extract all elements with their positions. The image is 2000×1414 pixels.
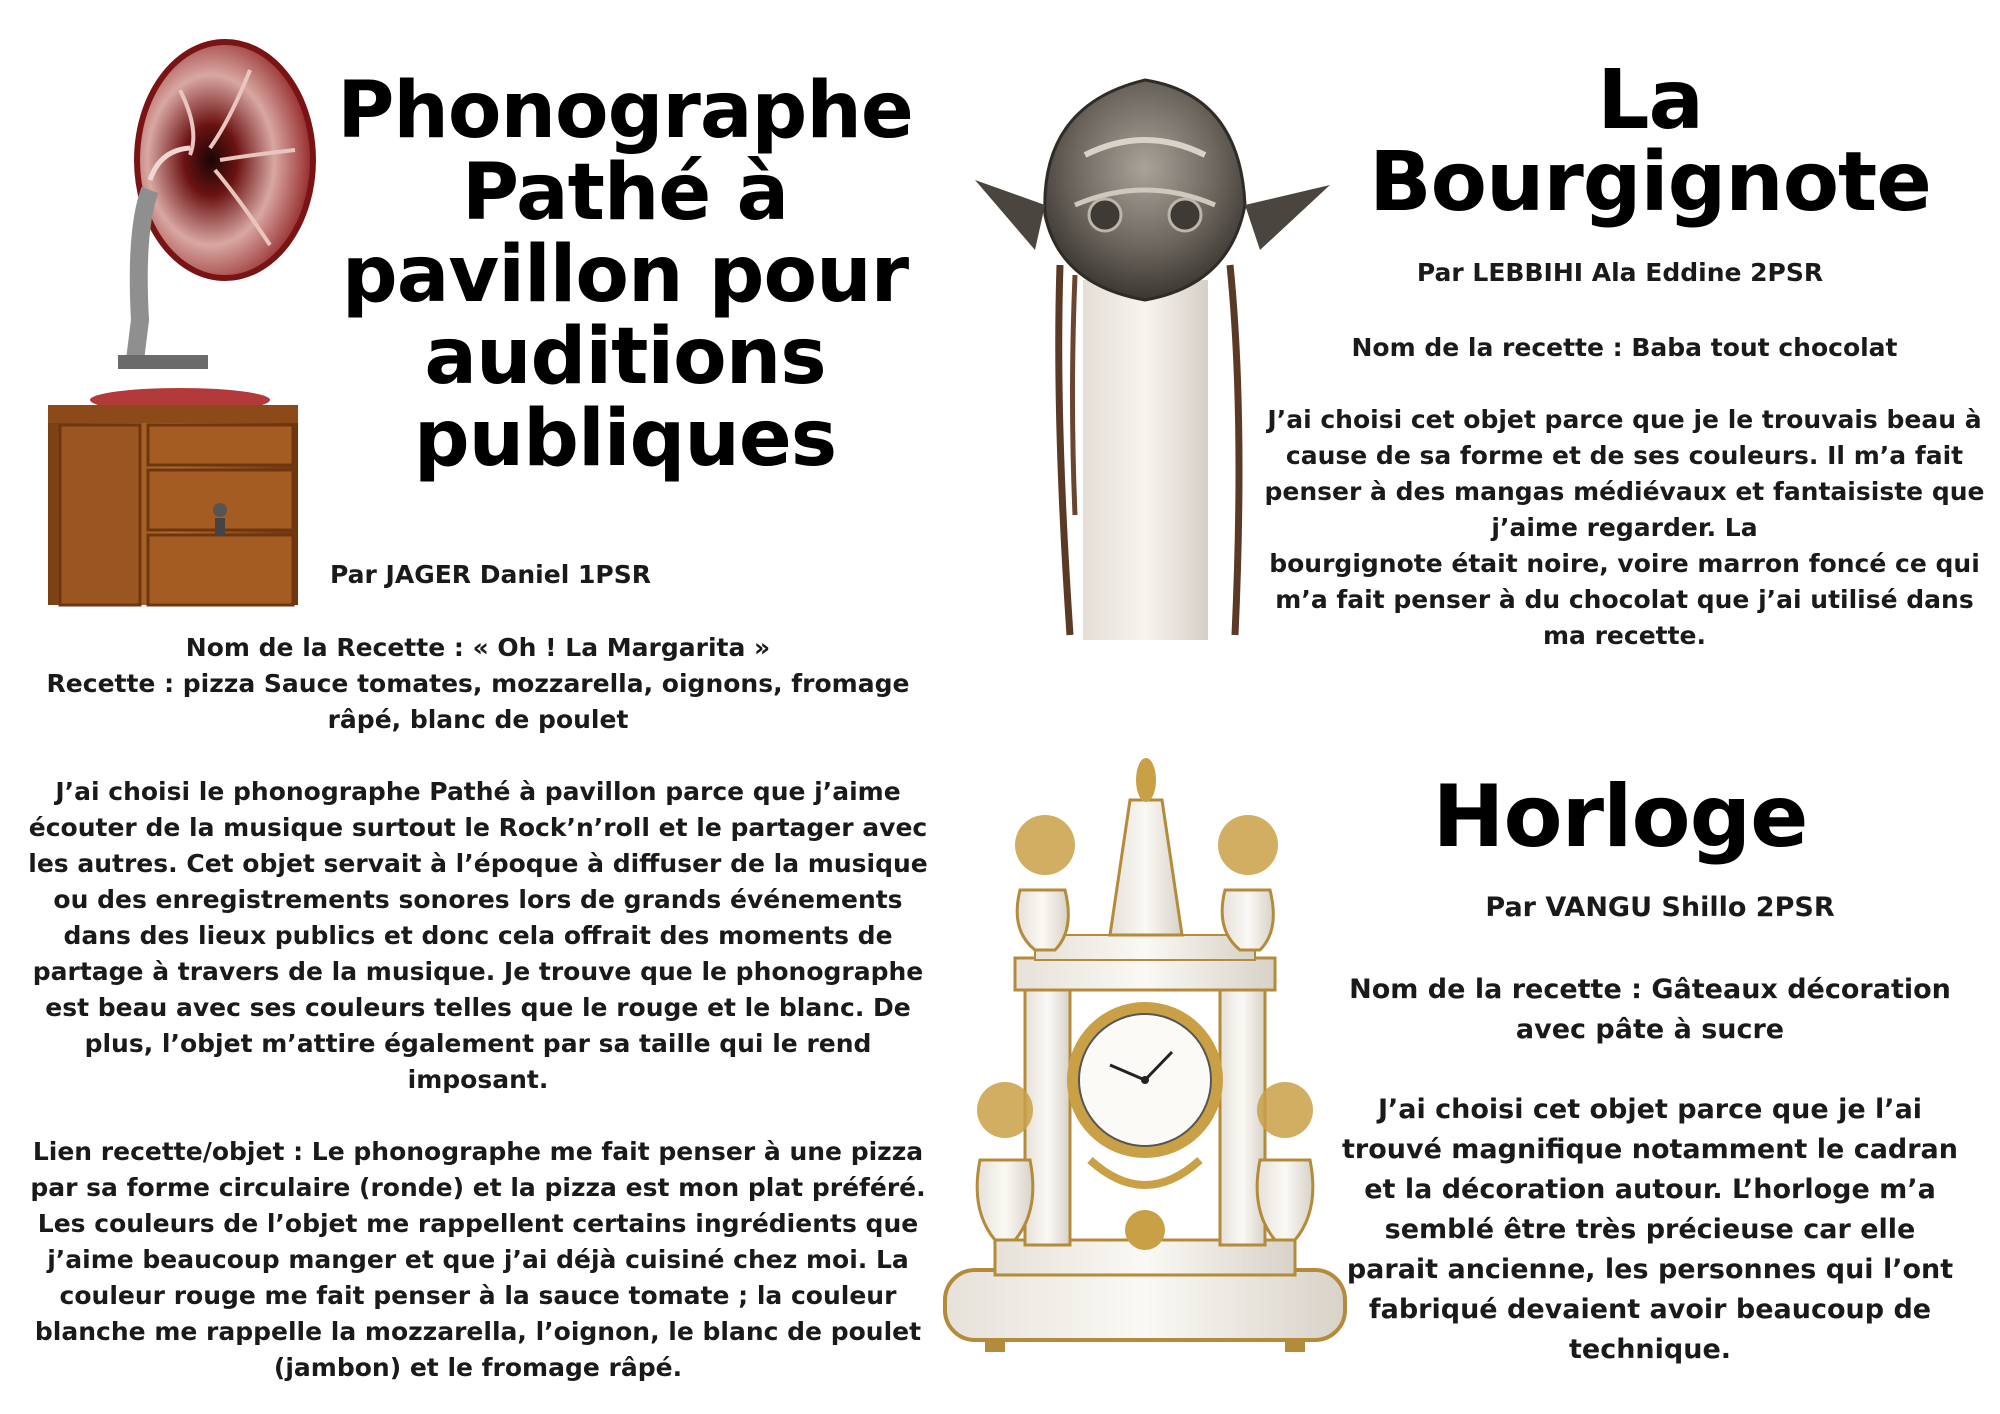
clock-recipe-name: Nom de la recette : Gâteaux décoration avec pâte à sucre [1349,974,1951,1045]
helmet-byline: Par LEBBIHI Ala Eddine 2PSR [1416,258,1824,287]
helmet-reason-part1: J’ai choisi cet objet parce que je le trouvais beau à cause de sa forme et de ses couleurs. Il m’a fait penser à des mangas médiévaux et fantaisiste que j’aime regarder. La [1264,405,1985,542]
phonograph-recipe: Recette : pizza Sauce tomates, mozzarella, oignons, fromage râpé, blanc de poulet [46,669,910,734]
phonograph-reason: J’ai choisi le phonographe Pathé à pavillon parce que j’aime écouter de la musique surtout le Rock’n’roll et le partager avec les autres. Cet objet servait à l’époque à diffuser de la musique ou des enregistrements sonores lors de grands événements dans des lieux publics et donc cela offrait des moments de partage à travers de la musique. Je trouve que le phonographe est beau avec ses couleurs telles que le rouge et le blanc. De plus, l’objet m’attire également par sa taille qui le rend imposant. [28,777,928,1094]
helmet-title [1340,53,1960,230]
helmet-reason-part2: bourgignote était noire, voire marron foncé ce qui m’a fait penser à du chocolat que j’ai utilisé dans ma recette. [1269,549,1980,650]
helmet-text [1262,330,1987,654]
clock-text [1340,970,1960,1370]
clock-image [940,740,1350,1365]
phonograph-image [40,30,320,610]
helmet-recipe-name: Nom de la recette : Baba tout chocolat [1351,333,1898,362]
phonograph-byline: Par JAGER Daniel 1PSR [330,560,651,589]
helmet-title-line1: La [1597,53,1703,148]
clock-reason: J’ai choisi cet objet parce que je l’ai trouvé magnifique notamment le cadran et la décoration autour. L’horloge m’a semblé être très précieuse car elle parait ancienne, les personnes qui l’ont fabriqué devaient avoir beaucoup de technique. [1341,1094,1959,1365]
phonograph-recipe-name: Nom de la Recette : « Oh ! La Margarita » [185,633,771,662]
clock-byline: Par VANGU Shillo 2PSR [1485,892,1835,923]
helmet-title-line2: Bourgignote [1369,135,1931,230]
phonograph-title: Phonographe Pathé à pavillon pour auditions publiques [337,66,913,484]
phonograph-link: Lien recette/objet : Le phonographe me fait penser à une pizza par sa forme circulaire (ronde) et la pizza est mon plat préféré. Les couleurs de l’objet me rappellent certains ingrédients que j’aime beaucoup manger et que j’ai déjà cuisiné chez moi. La couleur rouge me fait penser à la sauce tomate ; la couleur blanche me rappelle la mozzarella, l’oignon, le blanc de poulet (jambon) et le fromage râpé. [30,1137,926,1382]
phonograph-text [28,630,928,1386]
clock-title: Horloge [1432,767,1808,867]
